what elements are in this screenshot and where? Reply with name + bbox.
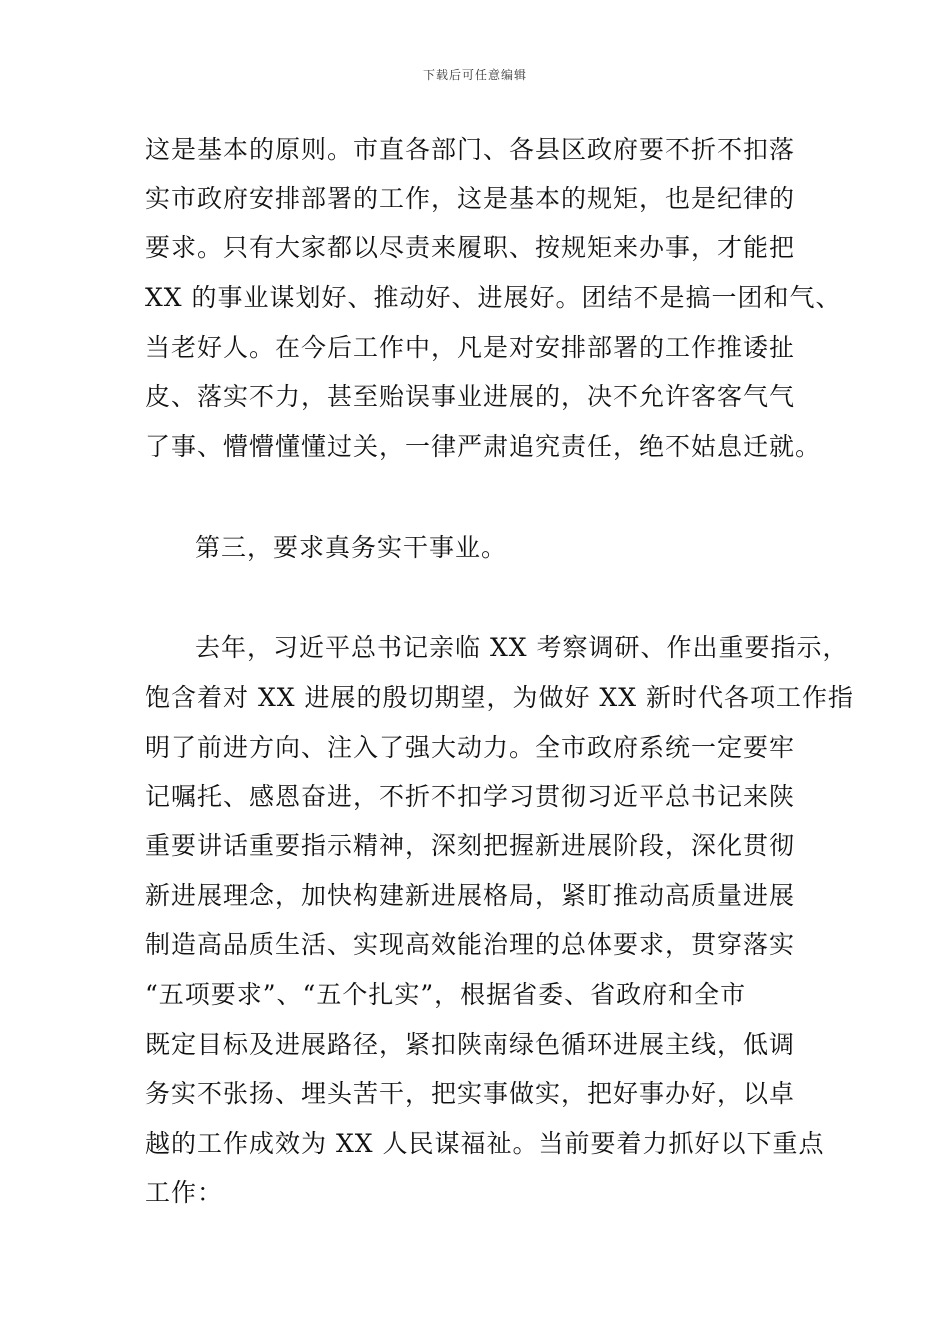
paragraph-1-line-5: 当老好人。在今后工作中，凡是对安排部署的工作推诿扯 <box>145 333 796 362</box>
paragraph-3-line-3: 明了前进方向、注入了强大动力。全市政府系统一定要牢 <box>145 733 796 762</box>
paragraph-3-line-12: 工作： <box>145 1178 224 1207</box>
page-header: 下载后可任意编辑 <box>422 68 527 82</box>
paragraph-3-line-8: “五项要求”、“五个扎实”，根据省委、省政府和全市 <box>145 980 747 1009</box>
paragraph-3-line-9: 既定目标及进展路径，紧扣陕南绿色循环进展主线，低调 <box>145 1030 796 1059</box>
paragraph-3-line-4: 记嘱托、感恩奋进，不折不扣学习贯彻习近平总书记来陕 <box>145 782 796 811</box>
paragraph-3-line-6: 新进展理念，加快构建新进展格局，紧盯推动高质量进展 <box>145 881 796 910</box>
paragraph-1-line-2: 实市政府安排部署的工作，这是基本的规矩，也是纪律的 <box>145 184 796 213</box>
paragraph-1-line-7: 了事、懵懵懂懂过关，一律严肃追究责任，绝不姑息迁就。 <box>145 432 822 461</box>
paragraph-3-line-10: 务实不张扬、埋头苦干，把实事做实，把好事办好，以卓 <box>145 1079 796 1108</box>
paragraph-1-line-4: XX 的事业谋划好、推动好、进展好。团结不是搞一团和气、 <box>145 283 842 312</box>
section-heading: 第三，要求真务实干事业。 <box>195 533 508 562</box>
paragraph-3-line-5: 重要讲话重要指示精神，深刻把握新进展阶段，深化贯彻 <box>145 831 796 860</box>
paragraph-3-line-2: 饱含着对 XX 进展的殷切期望，为做好 XX 新时代各项工作指 <box>145 683 854 712</box>
paragraph-1-line-1: 这是基本的原则。市直各部门、各县区政府要不折不扣落 <box>145 135 796 164</box>
paragraph-3-line-11: 越的工作成效为 XX 人民谋福祉。当前要着力抓好以下重点 <box>145 1129 825 1158</box>
paragraph-1-line-6: 皮、落实不力，甚至贻误事业进展的，决不允许客客气气 <box>145 382 796 411</box>
paragraph-1-line-3: 要求。只有大家都以尽责来履职、按规矩来办事，才能把 <box>145 233 796 262</box>
paragraph-3-line-7: 制造高品质生活、实现高效能治理的总体要求，贯穿落实 <box>145 930 796 959</box>
paragraph-3-line-1: 去年，习近平总书记亲临 XX 考察调研、作出重要指示， <box>195 633 849 662</box>
